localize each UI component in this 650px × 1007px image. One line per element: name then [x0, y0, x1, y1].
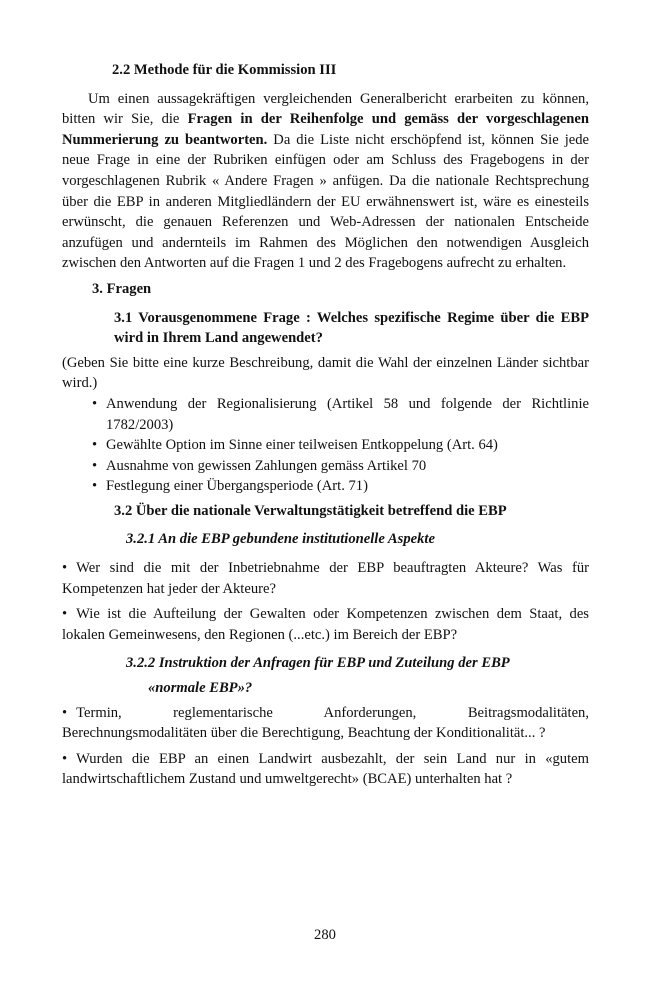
paragraph-bullet-text: Termin, reglementarische Anforderungen, Beitragsmodalitäten, Berechnungsmodalitäten über die Berechtigung, Beachtung der Konditionalität... ?	[62, 704, 589, 742]
paragraph-bullet-text: Wie ist die Aufteilung der Gewalten oder Kompetenzen zwischen dem Staat, des lokalen Gemeinwesens, den Regionen (...etc.) im Bereich der EBP?	[62, 606, 589, 643]
heading-3-2: 3.2 Über die nationale Verwaltungstätigkeit betreffend die EBP	[114, 502, 507, 519]
paragraph-bullet	[62, 749, 589, 790]
paragraph-methode-bold: Fragen in der Reihenfolge und gemäss der vorgeschlagenen Nummerierung zu beantworten.	[62, 111, 589, 148]
document-page	[62, 60, 589, 795]
paragraph-bullet	[62, 604, 589, 645]
list-item-text: Gewählte Option im Sinne einer teilweisen Entkoppelung (Art. 64)	[106, 437, 498, 454]
heading-3-2-2-line1: 3.2.2 Instruktion der Anfragen für EBP und Zuteilung der EBP	[126, 655, 510, 672]
paragraph-bullet-text: Wurden die EBP an einen Landwirt ausbezahlt, der sein Land nur in «gutem landwirtschaftlichem Zustand und umweltgerecht» (BCAE) unterhalten hat ?	[62, 750, 589, 788]
list-item	[62, 456, 589, 477]
heading-2-2: 2.2 Methode für die Kommission III	[112, 62, 337, 78]
page-number: 280	[314, 927, 336, 943]
list-item	[62, 394, 589, 435]
list-3-1	[62, 394, 589, 497]
paragraph-bullet	[62, 558, 589, 599]
list-item	[62, 476, 589, 497]
bullet-glyph: •	[92, 395, 98, 412]
bullet-glyph: •	[92, 478, 98, 495]
bullet-glyph: •	[62, 750, 68, 767]
bullet-glyph: •	[62, 560, 68, 577]
bullet-glyph: •	[62, 704, 68, 721]
bullet-glyph: •	[92, 457, 98, 474]
list-item-text: Anwendung der Regionalisierung (Artikel 58 und folgende der Richtlinie 1782/2003)	[106, 395, 589, 433]
heading-3: 3. Fragen	[92, 280, 152, 297]
paragraph-bullet-text: Wer sind die mit der Inbetriebnahme der EBP beauftragten Akteure? Was für Kompetenzen hat jeder der Akteure?	[62, 560, 589, 597]
bullet-glyph: •	[92, 437, 98, 454]
paragraph-methode	[62, 89, 589, 274]
list-item-text: Ausnahme von gewissen Zahlungen gemäss Artikel 70	[106, 457, 427, 474]
paragraph-methode-part2: Da die Liste nicht erschöpfend ist, können Sie jede neue Frage in eine der Rubriken einfügen oder am Schluss des Fragebogens in der vorgeschlagenen Rubrik « Andere Fragen » anfügen. Da die nationale Rechtsprechung über die EBP in anderen Mitgliedländern der EU erwähnenswert ist, wäre es einesteils erwünscht, die genauen Referenzen und Web-Adressen der nationalen Entscheide anzufügen und andernteils im Rahmen des Möglichen den notwendigen Ausgleich zwischen den Antworten auf die Fragen 1 und 2 des Fragebogens aufrecht zu erhalten.	[62, 131, 590, 272]
bullet-glyph: •	[62, 606, 68, 623]
heading-3-2-2-line2: «normale EBP»?	[148, 680, 253, 697]
paragraph-bullet	[62, 703, 589, 744]
paragraph-methode-part1: Um einen aussagekräftigen vergleichenden Generalbericht erarbeiten zu können, bitten wir Sie, die	[62, 90, 589, 128]
list-item	[62, 435, 589, 456]
paragraph-geben: (Geben Sie bitte eine kurze Beschreibung, damit die Wahl der einzelnen Länder sichtbar wird.)	[62, 354, 589, 392]
heading-3-2-2	[126, 653, 589, 698]
heading-3-1: 3.1 Vorausgenommene Frage : Welches spezifische Regime über die EBP wird in Ihrem Land angewendet?	[114, 309, 589, 347]
list-item-text: Festlegung einer Übergangsperiode (Art. 71)	[106, 478, 368, 495]
heading-3-2-1: 3.2.1 An die EBP gebundene institutionelle Aspekte	[126, 531, 435, 548]
